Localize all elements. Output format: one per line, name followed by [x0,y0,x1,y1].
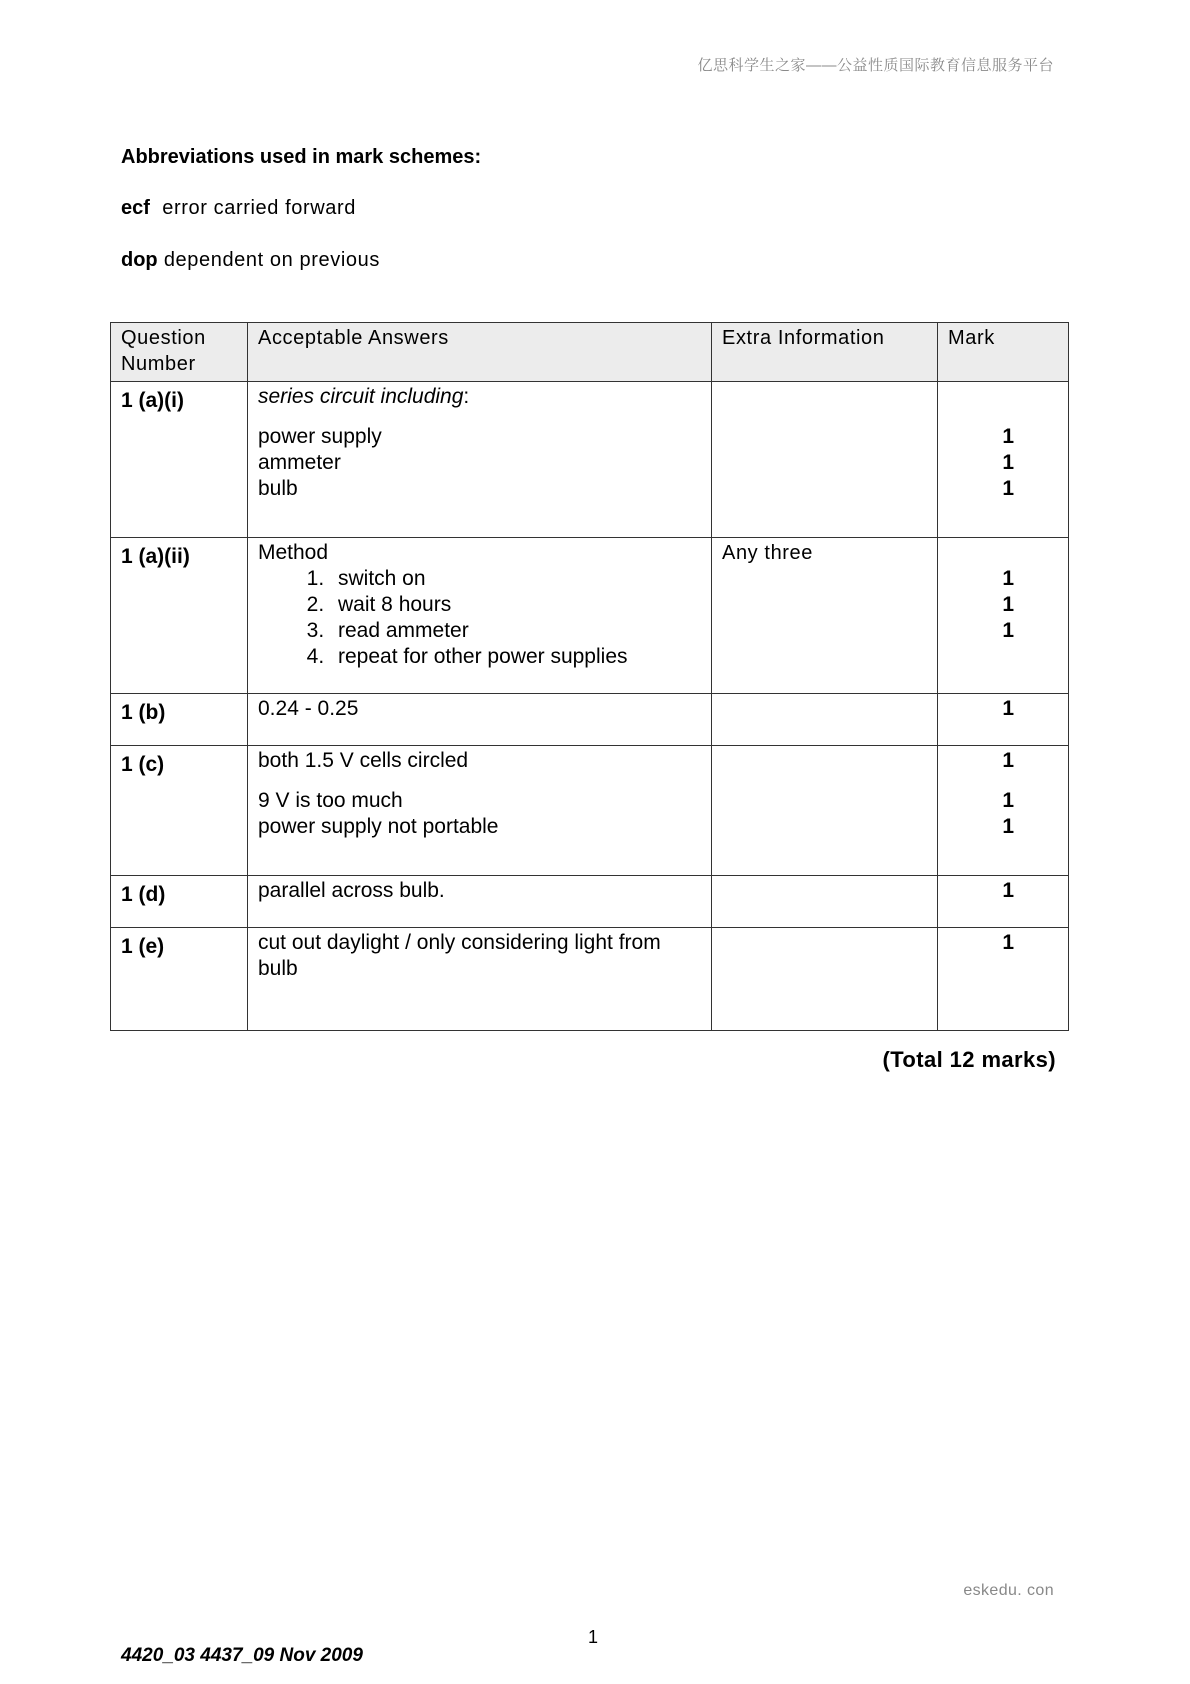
answer-line: 0.24 - 0.25 [258,697,359,720]
document-code: 4420_03 4437_09 Nov 2009 [121,1645,363,1666]
question-number: 1 (a)(ii) [111,538,248,694]
answer-line: power supply [258,425,382,448]
mark-value: 1 [1002,425,1014,448]
question-number: 1 (b) [111,694,248,746]
total-marks: (Total 12 marks) [882,1047,1056,1072]
acceptable-answers [248,746,712,876]
acceptable-answers [248,694,712,746]
question-number: 1 (a)(i) [111,382,248,538]
mark-value: 1 [1002,567,1014,590]
abbreviation-meaning: dependent on previous [163,249,380,271]
answer-line: parallel across bulb. [258,879,445,902]
answer-intro: Method [258,541,329,564]
table-row [111,538,1069,694]
method-step: 2. wait 8 hours [330,592,701,618]
method-step: 3. read ammeter [330,618,701,644]
mark-value: 1 [1002,789,1014,812]
answer-intro: series circuit including: [258,385,470,408]
question-number: 1 (e) [111,928,248,1031]
mark-cell [938,382,1069,538]
abbreviation-item [121,249,380,272]
mark-value: 1 [1002,477,1014,500]
footer-site: eskedu. con [963,1582,1054,1599]
method-step: 4. repeat for other power supplies [330,644,701,670]
extra-information [712,876,938,928]
mark-value: 1 [1002,815,1014,838]
table-header-row [111,323,1069,382]
mark-cell [938,746,1069,876]
method-step: 1. switch on [330,566,701,592]
question-number: 1 (c) [111,746,248,876]
answer-line: cut out daylight / only considering light from bulb [258,931,661,980]
table-row [111,382,1069,538]
mark-value: 1 [1002,697,1014,720]
acceptable-answers [248,876,712,928]
page-number: 1 [588,1627,599,1647]
mark-value: 1 [1002,451,1014,474]
mark-value: 1 [1002,879,1014,902]
table-row [111,746,1069,876]
answer-line: power supply not portable [258,815,499,838]
answer-line: bulb [258,477,298,500]
table-row [111,876,1069,928]
extra-information [712,746,938,876]
mark-cell [938,538,1069,694]
abbreviation-code: ecf [121,197,150,219]
acceptable-answers [248,538,712,694]
header-extra-information: Extra Information [712,323,938,382]
abbreviation-meaning: error carried forward [162,197,356,219]
table-row [111,928,1069,1031]
mark-value: 1 [1002,619,1014,642]
answer-line: ammeter [258,451,341,474]
answer-line: both 1.5 V cells circled [258,749,469,772]
abbreviation-item [121,197,356,220]
mark-value: 1 [1002,931,1014,954]
method-steps [258,566,701,670]
extra-information [712,382,938,538]
extra-information: Any three [712,538,938,694]
mark-cell [938,876,1069,928]
header-question-number: Question Number [111,323,248,382]
question-number: 1 (d) [111,876,248,928]
answer-line: 9 V is too much [258,789,403,812]
mark-scheme-table [110,322,1069,1031]
extra-information [712,694,938,746]
mark-cell [938,928,1069,1031]
abbreviations-title: Abbreviations used in mark schemes: [121,146,482,168]
extra-information [712,928,938,1031]
mark-cell [938,694,1069,746]
acceptable-answers [248,928,712,1031]
mark-value: 1 [1002,593,1014,616]
mark-value: 1 [1002,749,1014,772]
header-acceptable-answers: Acceptable Answers [248,323,712,382]
header-watermark: 亿思科学生之家——公益性质国际教育信息服务平台 [697,57,1054,74]
acceptable-answers [248,382,712,538]
header-mark: Mark [938,323,1069,382]
abbreviation-code: dop [121,249,158,271]
table-row [111,694,1069,746]
